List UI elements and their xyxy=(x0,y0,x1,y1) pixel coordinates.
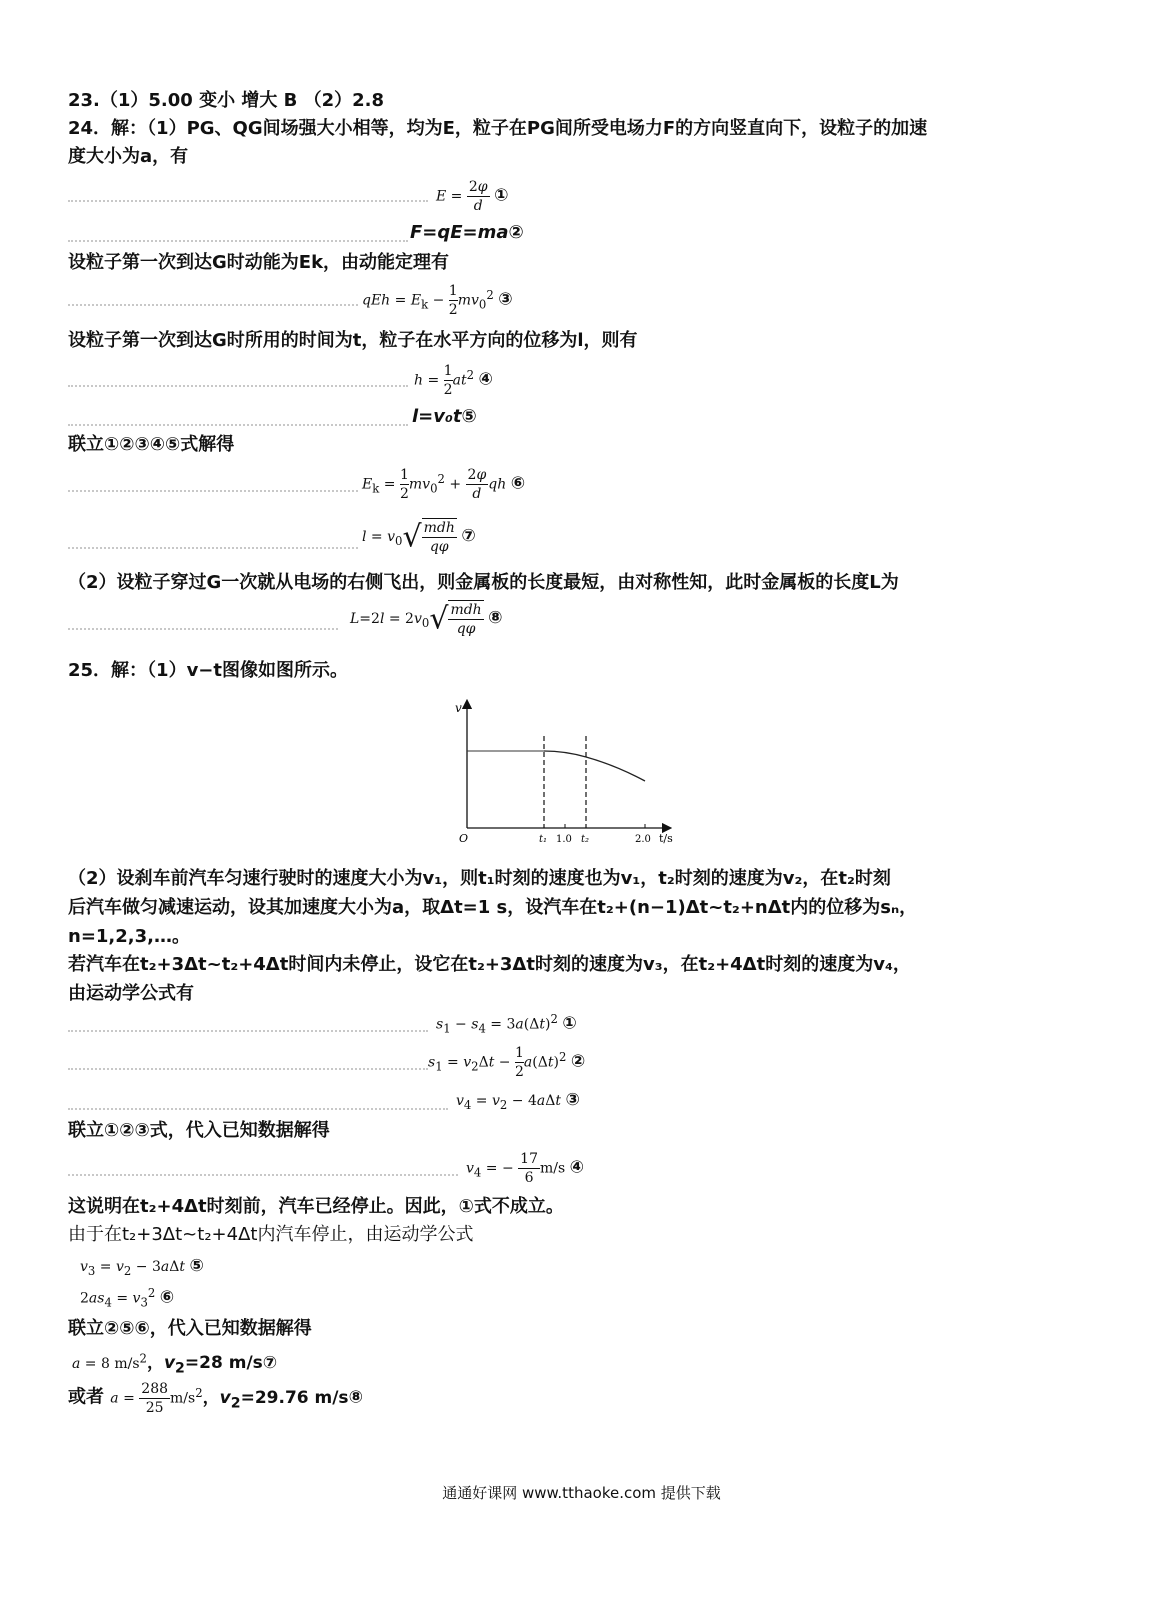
answer-25-line-3: 后汽车做匀减速运动，设其加速度大小为a，取Δt=1 s，设汽车在t₂+(n−1)Δt~t₂+nΔt内的位移为sₙ， xyxy=(68,897,918,918)
equation-25-8: 或者 a = $\frac{288}{25}$ $m/s^2$，$v_2=29.76$ m/s⑧ xyxy=(68,1381,363,1416)
equation-6: $E_k$ = $\frac{1}{2}$ $mv_0^2$ + $\frac{2\varphi}{d}$ qh ⑥ xyxy=(362,467,526,502)
dot-leader xyxy=(68,626,338,630)
equation-25-5: $v_3 = v_2 - 3a\Delta t$ ⑤ xyxy=(80,1256,204,1278)
footer: 通通好课网 www.tthaoke.com 提供下载 xyxy=(442,1484,721,1502)
tick-t2: t₂ xyxy=(581,834,590,845)
answer-25-line-9: 由于在t₂+3Δt~t₂+4Δt内汽车停止，由运动学公式 xyxy=(68,1224,474,1245)
answer-25-line-8: 这说明在t₂+4Δt时刻前，汽车已经停止。因此，①式不成立。 xyxy=(68,1196,564,1217)
answer-25-line-4: n=1,2,3,…。 xyxy=(68,926,190,947)
equation-25-3: $v_4 = v_2 - 4a\Delta t$ ③ xyxy=(456,1090,580,1112)
equation-25-2: $s_1 = v_2\Delta t$ − $\frac{1}{2}$ $a(\Delta t)^2$ ② xyxy=(428,1045,586,1080)
equation-25-6: $2as_4 = v_3^2$ ⑥ xyxy=(80,1286,175,1310)
answer-25-line-1: 25．解：（1）v−t图像如图所示。 xyxy=(68,660,348,681)
tick-1.0: 1.0 xyxy=(556,834,572,845)
equation-25-7: a = 8 $m/s^2$，$v_2=28$ m/s⑦ xyxy=(72,1351,278,1377)
answer-24-line-2: 度大小为a，有 xyxy=(68,146,189,167)
equation-1: E = $\frac{2\varphi}{d}$ ① xyxy=(436,179,509,214)
answer-24-line-5: 联立①②③④⑤式解得 xyxy=(68,434,235,455)
equation-8: $L=2l = 2v_0√$ mdh qφ ⑧ xyxy=(350,601,503,637)
dot-leader xyxy=(68,1172,458,1176)
dot-leader xyxy=(68,1106,448,1110)
equation-3: qEh = $E_k$ − $\frac{1}{2}$ $mv_0^2$ ③ xyxy=(362,283,513,318)
dot-leader xyxy=(68,238,408,242)
t-axis-label: t/s xyxy=(659,832,673,845)
dot-leader xyxy=(68,488,358,492)
answer-25-line-10: 联立②⑤⑥，代入已知数据解得 xyxy=(68,1318,312,1339)
deceleration-curve xyxy=(586,757,645,781)
reaction-segment xyxy=(544,751,586,757)
dot-leader xyxy=(68,545,358,549)
equation-4: h = $\frac{1}{2}$ $at^2$ ④ xyxy=(414,363,493,398)
answer-24-part2: （2）设粒子穿过G一次就从电场的右侧飞出，则金属板的长度最短，由对称性知，此时金属板的长度L为 xyxy=(68,572,899,593)
dot-leader xyxy=(68,1028,428,1032)
equation-2: F=qE=ma② xyxy=(410,222,524,243)
answer-24-line-1: 24．解：（1）PG、QG间场强大小相等，均为E，粒子在PG间所受电场力F的方向竖直向下，设粒子的加速 xyxy=(68,118,928,139)
answer-24-line-3: 设粒子第一次到达G时动能为Ek，由动能定理有 xyxy=(68,252,450,273)
equation-5: l=v₀t⑤ xyxy=(412,406,477,427)
answer-24-line-4: 设粒子第一次到达G时所用的时间为t，粒子在水平方向的位移为l，则有 xyxy=(68,330,638,351)
v-axis-label: v xyxy=(455,701,462,715)
tick-t1: t₁ xyxy=(539,834,548,845)
v-t-graph xyxy=(445,698,695,846)
dot-leader xyxy=(68,1066,428,1070)
equation-7: $l = v_0√$ mdh qφ ⑦ xyxy=(362,519,476,555)
answer-25-line-6: 由运动学公式有 xyxy=(68,983,194,1004)
answer-25-line-2: （2）设刹车前汽车匀速行驶时的速度大小为v₁，则t₁时刻的速度也为v₁，t₂时刻的速度为v₂，在t₂时刻 xyxy=(68,868,891,889)
dot-leader xyxy=(68,302,358,306)
answer-23: 23.（1）5.00 变小 增大 B （2）2.8 xyxy=(68,90,385,111)
dot-leader xyxy=(68,198,428,202)
equation-25-4: $v_4$ = − $\frac{17}{6}$ m/s ④ xyxy=(466,1151,585,1186)
origin-label: O xyxy=(459,832,469,845)
equation-25-1: $s_1 - s_4 = 3a(\Delta t)^2$ ① xyxy=(436,1012,577,1036)
tick-2.0: 2.0 xyxy=(635,834,651,845)
dot-leader xyxy=(68,422,408,426)
dot-leader xyxy=(68,383,408,387)
answer-25-line-5: 若汽车在t₂+3Δt~t₂+4Δt时间内未停止，设它在t₂+3Δt时刻的速度为v₃，在t₂+4Δt时刻的速度为v₄， xyxy=(68,954,911,975)
answer-25-line-7: 联立①②③式，代入已知数据解得 xyxy=(68,1120,330,1141)
